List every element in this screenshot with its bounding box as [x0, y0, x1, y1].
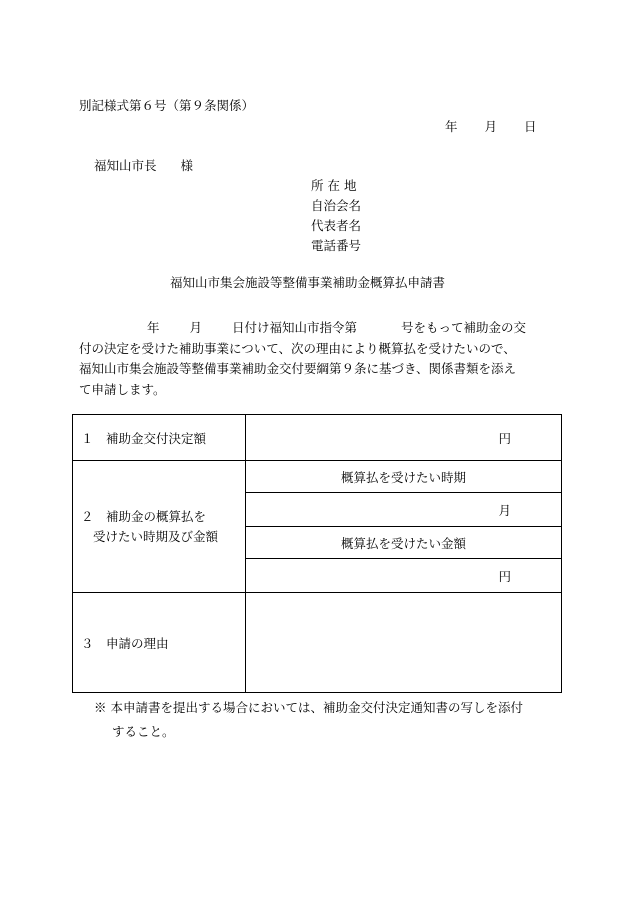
reason-cell[interactable] [246, 593, 562, 693]
grant-amount-label: １ 補助金交付決定額 [73, 415, 246, 461]
addressee-name: 福知山市長 [94, 158, 157, 173]
grant-amount-unit: 円 [498, 430, 511, 446]
body-year: 年 [147, 320, 160, 335]
addressee-honorific: 様 [180, 158, 194, 173]
advance-label-line1: ２ 補助金の概算払を [81, 508, 207, 524]
note [94, 696, 523, 744]
advance-label-line2: 受けたい時期及び金額 [93, 528, 219, 544]
advance-amount-unit: 円 [498, 568, 511, 584]
grant-amount-cell[interactable] [246, 415, 562, 461]
association-label: 自治会名 [311, 198, 362, 213]
advance-payment-label [73, 461, 246, 593]
note-line-2: すること。 [112, 724, 175, 739]
application-table [72, 414, 562, 693]
body-text-b: 号をもって補助金の交 [401, 320, 527, 335]
submission-date [445, 121, 537, 134]
advance-time-cell[interactable] [246, 493, 562, 527]
advance-amount-cell[interactable] [246, 559, 562, 593]
body-line-2: 付の決定を受けた補助事業について、次の理由により概算払を受けたいので、 [79, 340, 516, 356]
form-number: 別記様式第６号（第９条関係） [79, 98, 255, 113]
representative-label: 代表者名 [311, 218, 362, 233]
table-row [73, 415, 562, 461]
body-month: 月 [189, 320, 203, 335]
note-line-1: ※ 本申請書を提出する場合においては、補助金交付決定通知書の写しを添付 [94, 700, 523, 715]
body-text-a: 日付け福知山市指令第 [232, 320, 358, 335]
table-row [73, 593, 562, 693]
phone-label: 電話番号 [311, 238, 362, 253]
application-body [79, 318, 554, 400]
document-title: 福知山市集会施設等整備事業補助金概算払申請書 [170, 275, 446, 290]
addressee [94, 160, 193, 173]
body-line-3: 福知山市集会施設等整備事業補助金交付要綱第９条に基づき、関係書類を添え [79, 361, 517, 376]
date-year: 年 [445, 119, 458, 134]
reason-label: ３ 申請の理由 [73, 593, 246, 693]
table-row [73, 461, 562, 493]
applicant-block [311, 179, 361, 259]
advance-time-header: 概算払を受けたい時期 [246, 461, 562, 493]
date-day: 日 [524, 119, 537, 134]
advance-amount-header: 概算払を受けたい金額 [246, 527, 562, 559]
advance-time-unit: 月 [498, 502, 511, 518]
address-label: 所 在 地 [311, 178, 357, 193]
date-month: 月 [484, 119, 498, 134]
body-line-4: て申請します。 [79, 381, 166, 397]
